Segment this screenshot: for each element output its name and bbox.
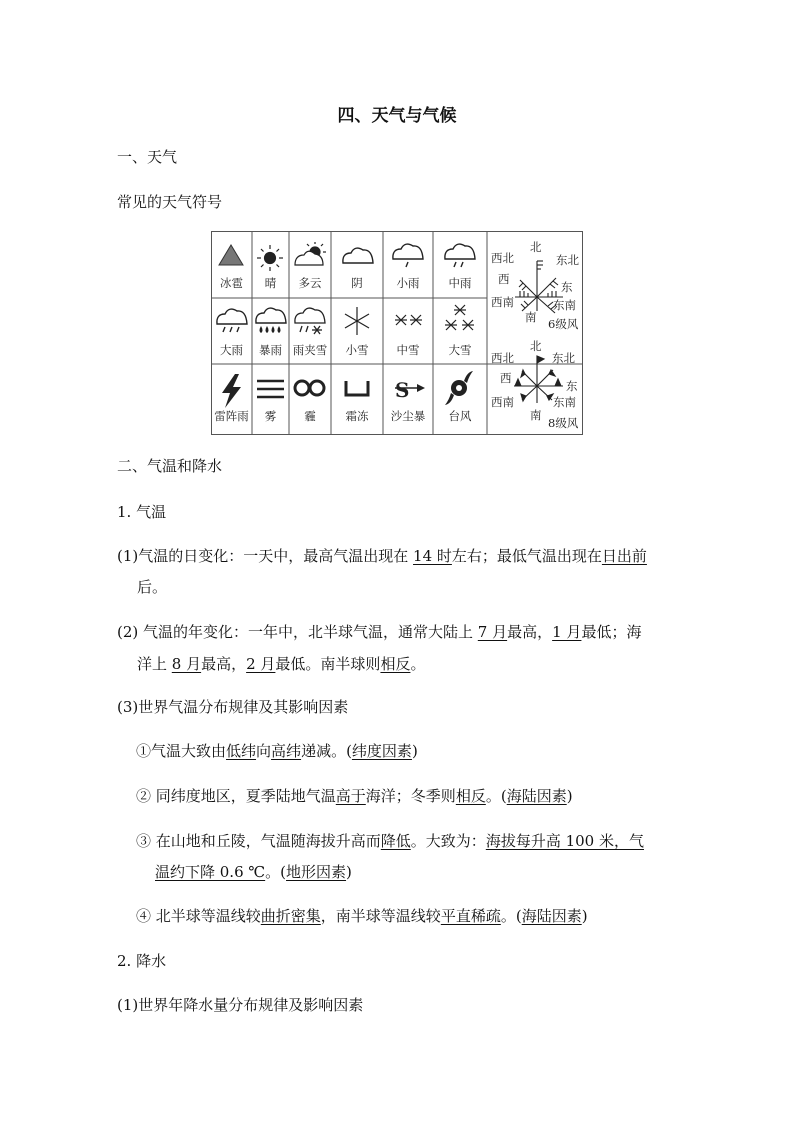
text-run: ) xyxy=(346,863,352,881)
wind1-label-ne: 东北 xyxy=(556,253,579,267)
thunderstorm-label: 雷阵雨 xyxy=(214,409,249,423)
answer-underline: 平直稀疏 xyxy=(440,907,501,925)
wind1-label-e: 东 xyxy=(561,280,573,294)
paragraph-annual-temperature-cont xyxy=(137,654,425,674)
light-rain-icon xyxy=(393,244,423,267)
sandstorm-icon xyxy=(395,378,425,402)
section-heading-temperature-precipitation: 二、气温和降水 xyxy=(117,457,223,475)
text-run: (1)气温的日变化：一天中，最高气温出现在 xyxy=(117,547,414,565)
wind2-label-se: 东南 xyxy=(553,395,576,409)
wind1-label-nw: 西北 xyxy=(491,251,514,265)
moderate-snow-label: 中雪 xyxy=(396,343,420,357)
svg-text:S: S xyxy=(395,378,410,402)
text-run: ) xyxy=(581,907,588,925)
overcast-label: 阴 xyxy=(351,276,363,290)
wind2-label-e: 东 xyxy=(566,379,578,393)
wind1-label-se: 东南 xyxy=(553,298,576,312)
heavy-snow-label: 大雪 xyxy=(448,343,472,357)
sleet-label: 雨夹雪 xyxy=(292,343,328,357)
text-run: ) xyxy=(411,742,418,760)
text-run: (2) 气温的年变化：一年中，北半球气温，通常大陆上 xyxy=(117,623,478,641)
item-isotherm xyxy=(136,906,588,926)
answer-underline: 地形因素 xyxy=(286,863,347,881)
answer-underline: 曲折密集 xyxy=(260,907,321,925)
item-latitude-factor xyxy=(136,741,418,761)
text-run: 最低。南半球则 xyxy=(275,655,381,673)
text-run: 。( xyxy=(485,787,507,805)
paragraph-daily-temperature-cont xyxy=(137,577,167,597)
weather-symbols-subheading: 常见的天气符号 xyxy=(117,193,223,211)
answer-underline: 海拔每升高 100 米，气 xyxy=(485,832,644,850)
partly-cloudy-icon xyxy=(295,242,326,265)
thunderstorm-icon xyxy=(222,374,241,408)
text-run: 海洋；冬季则 xyxy=(365,787,456,805)
answer-underline: 海陆因素 xyxy=(506,787,567,805)
text-run: 最高， xyxy=(507,623,553,641)
subheading-precipitation: 2. 降水 xyxy=(117,952,167,970)
answer-underline: 8 月 xyxy=(171,655,202,673)
answer-underline: 高于 xyxy=(335,787,366,805)
subheading-temperature: 1. 气温 xyxy=(117,503,167,521)
frost-icon xyxy=(346,381,368,395)
light-rain-label: 小雨 xyxy=(396,276,420,290)
wind2-label-nw: 西北 xyxy=(491,351,514,365)
item-land-sea-factor xyxy=(136,786,573,806)
partly-cloudy-label: 多云 xyxy=(298,276,322,290)
hail-label: 冰雹 xyxy=(220,276,243,290)
text-run: 。 xyxy=(410,655,426,673)
text-run: ② 同纬度地区，夏季陆地气温 xyxy=(136,787,336,805)
text-run: 后 xyxy=(137,578,153,596)
rainstorm-label: 暴雨 xyxy=(259,343,282,357)
answer-underline: 相反 xyxy=(455,787,486,805)
text-run: 左右；最低气温出现在 xyxy=(451,547,602,565)
sunny-icon xyxy=(257,245,283,271)
wind2-label-s: 南 xyxy=(530,408,542,422)
wind1-caption: 6级风 xyxy=(548,317,579,331)
text-run: ④ 北半球等温线较 xyxy=(136,907,261,925)
answer-underline: 温约下降 0.6 ℃ xyxy=(155,863,266,881)
haze-icon xyxy=(295,381,324,395)
answer-underline: 纬度因素 xyxy=(351,742,412,760)
rainstorm-icon xyxy=(256,308,286,333)
wind2-caption: 8级风 xyxy=(548,416,579,430)
text-run: 向 xyxy=(256,742,272,760)
weather-symbol-table xyxy=(211,231,583,435)
answer-underline: 高纬 xyxy=(271,742,302,760)
wind1-label-s: 南 xyxy=(525,310,537,324)
answer-underline: 降低 xyxy=(380,832,411,850)
overcast-icon xyxy=(343,248,373,263)
answer-underline: 7 月 xyxy=(477,623,508,641)
item-terrain-factor xyxy=(136,831,644,851)
frost-label: 霜冻 xyxy=(345,409,369,423)
paragraph-annual-temperature xyxy=(117,622,641,642)
wind1-label-n: 北 xyxy=(530,240,542,254)
answer-underline: 1 月 xyxy=(552,623,582,641)
wind2-label-ne: 东北 xyxy=(552,351,575,365)
wind1-label-w: 西 xyxy=(498,272,510,286)
text-run: 最高， xyxy=(201,655,247,673)
haze-label: 霾 xyxy=(304,409,316,423)
wind-direction-diagram-8 xyxy=(491,339,579,430)
text-run: 递减。( xyxy=(301,742,352,760)
fog-label: 雾 xyxy=(264,409,277,423)
wind1-label-sw: 西南 xyxy=(491,295,514,309)
text-run: ③ 在山地和丘陵，气温随海拔升高而 xyxy=(136,832,381,850)
wind-direction-diagram-6 xyxy=(491,240,579,331)
light-snow-label: 小雪 xyxy=(345,343,369,357)
text-run: 。( xyxy=(265,863,287,881)
text-run: 。大致为： xyxy=(410,832,486,850)
paragraph-daily-temperature xyxy=(117,546,647,566)
text-run: 。 xyxy=(152,578,168,596)
heavy-snow-icon xyxy=(445,305,474,330)
typhoon-icon xyxy=(445,371,473,405)
page-title: 四、天气与气候 xyxy=(337,106,457,126)
heavy-rain-icon xyxy=(217,309,247,332)
sleet-icon xyxy=(295,308,325,334)
text-run: ①气温大致由 xyxy=(136,742,227,760)
text-run: ，南半球等温线较 xyxy=(320,907,441,925)
paragraph-world-temperature: (3)世界气温分布规律及其影响因素 xyxy=(117,698,349,716)
text-run: 洋上 xyxy=(137,655,172,673)
answer-underline: 海陆因素 xyxy=(521,907,582,925)
typhoon-label: 台风 xyxy=(448,409,472,423)
moderate-snow-icon xyxy=(395,315,422,325)
moderate-rain-label: 中雨 xyxy=(448,276,472,290)
section-heading-weather: 一、天气 xyxy=(117,148,178,166)
answer-underline: 14 时 xyxy=(413,547,452,565)
text-run: 。( xyxy=(500,907,522,925)
heavy-rain-label: 大雨 xyxy=(220,343,243,357)
answer-underline: 低纬 xyxy=(226,742,257,760)
fog-icon xyxy=(257,381,284,397)
light-snow-icon xyxy=(345,307,369,335)
wind2-label-n: 北 xyxy=(530,339,542,353)
paragraph-world-precipitation: (1)世界年降水量分布规律及影响因素 xyxy=(117,996,364,1014)
answer-underline: 相反 xyxy=(380,655,411,673)
sunny-label: 晴 xyxy=(264,276,277,290)
item-terrain-factor-cont xyxy=(155,862,352,882)
wind2-label-w: 西 xyxy=(500,371,512,385)
text-run: 最低；海 xyxy=(581,623,642,641)
moderate-rain-icon xyxy=(445,244,475,267)
hail-icon xyxy=(219,245,243,265)
text-run: ) xyxy=(566,787,573,805)
wind2-label-sw: 西南 xyxy=(491,395,514,409)
sandstorm-label: 沙尘暴 xyxy=(390,409,426,423)
answer-underline: 2 月 xyxy=(246,655,276,673)
answer-underline: 日出前 xyxy=(601,547,647,565)
